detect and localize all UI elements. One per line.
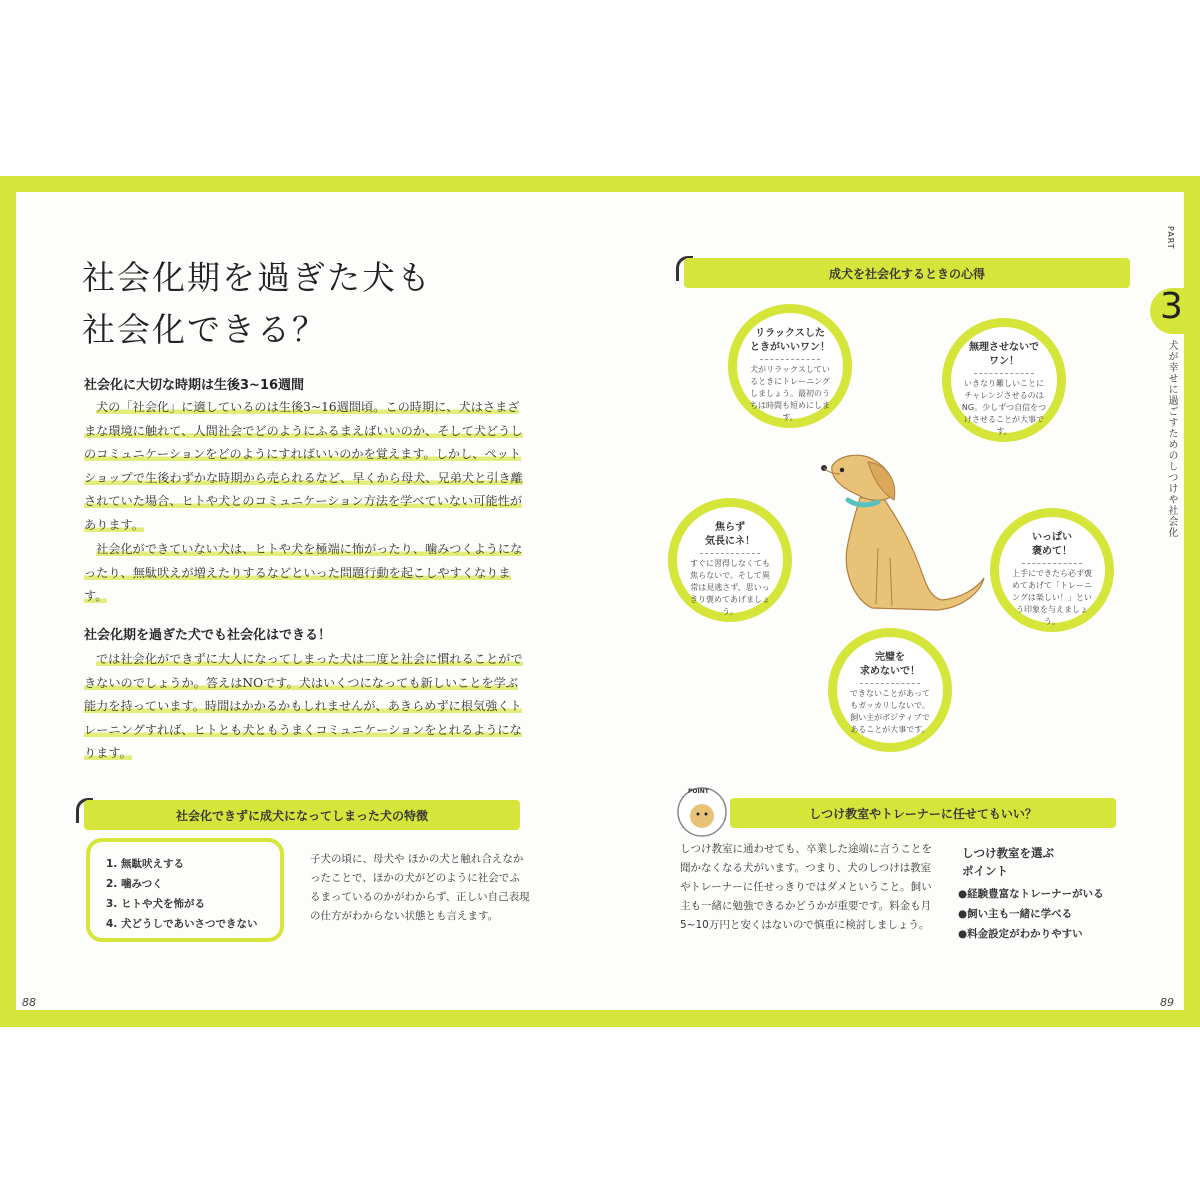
vertical-caption: 犬が幸せに過ごすためのしつけや社会化 — [1166, 340, 1177, 538]
features-list-box — [86, 838, 284, 942]
feature-item: 1. 無駄吠えする — [106, 858, 184, 870]
point-badge-label: POINT — [688, 788, 709, 795]
feature-item: 4. 犬どうしであいさつできない — [106, 918, 258, 930]
point-list — [958, 884, 1104, 944]
page-title: 社会化期を過ぎた犬も 社会化できる？ — [82, 258, 432, 349]
part-number: 3 — [1160, 286, 1183, 327]
dog-illustration — [812, 448, 992, 618]
point-list-item: ●経験豊富なトレーナーがいる — [958, 888, 1104, 900]
section-2-paragraph: では社会化ができずに大人になってしまった犬は二度と社会に慣れることができないのでしょうか。答えはNOです。犬はいくつになっても新しいことを学ぶ能力を持っています。時間はかかるかもしれませんが、あきらめずに根気強くトレーニングすれば、ヒトとも犬ともうまくコミュニケーションをとれるようになります。 — [84, 652, 523, 760]
feature-item: 2. 噛みつく — [106, 878, 163, 890]
section-1-paragraph-2: 社会化ができていない犬は、ヒトや犬を極端に怖がったり、噛みつくようになったり、無駄吠えが増えたりするなどといった問題行動を起こしやすくなります。 — [84, 542, 523, 603]
section-1-paragraph-1: 犬の「社会化」に適しているのは生後3~16週間頃。この時期に、犬はさまざまな環境に触れて、人間社会でどのようにふるまえばいいのか、そして犬どうしのコミュニケーションをどのようにすればいいのかを覚えます。しかし、ペットショップで生後わずかな時期から売られるなど、早くから母犬、兄弟犬と引き離されていた場合、ヒトや犬とのコミュニケーション方法を学べていない可能性があります。 — [84, 400, 523, 532]
features-note: 子犬の頃に、母犬や ほかの犬と触れ合えなかったことで、ほかの犬がどのように社会でふるまっているのかがわからず、正しい自己表現の仕方がわからない状態とも言えます。 — [310, 853, 530, 922]
tips-ribbon: 成犬を社会化するときの心得 — [684, 258, 1130, 288]
part-label: PART — [1166, 226, 1175, 250]
feature-item: 3. ヒトや犬を怖がる — [106, 898, 205, 910]
section-heading-1: 社会化に大切な時期は生後3~16週間 — [84, 378, 305, 393]
point-text: しつけ教室に通わせても、卒業した途端に言うことを聞かなくなる犬がいます。つまり、犬のしつけは教室やトレーナーに任せっきりではダメということ。飼い主も一緒に勉強できるかどうかが重要です。料金も月5~10万円と安くはないので慎重に検討しましょう。 — [680, 843, 932, 931]
tip-bubble-no-force: 無理させないで ワン！ いきなり難しいことにチャレンジさせるのはNG。少しずつ自信をつけさせることが大事です。 — [942, 318, 1066, 442]
tip-bubble-relax: リラックスした ときがいいワン！ 犬がリラックスしているときにトレーニングしましょう。最初のうちは時間も短めにします。 — [728, 304, 852, 428]
point-ribbon: しつけ教室やトレーナーに任せてもいい？ — [730, 798, 1116, 828]
point-list-title: しつけ教室を選ぶ ポイント — [962, 846, 1054, 878]
point-list-item: ●飼い主も一緒に学べる — [958, 908, 1073, 920]
tip-bubble-praise: いっぱい 褒めて！ 上手にできたら必ず褒めてあげて「トレーニングは楽しい！」という印象を与えましょう。 — [990, 508, 1114, 632]
point-list-item: ●料金設定がわかりやすい — [958, 928, 1083, 940]
tip-bubble-patience: 焦らず 気長にネ！ すぐに習得しなくても焦らないで。そして異常は見逃さず、思いっきり褒めてあげましょう。 — [668, 498, 792, 622]
features-ribbon: 社会化できずに成犬になってしまった犬の特徴 — [84, 800, 520, 830]
section-heading-2: 社会化期を過ぎた犬でも社会化はできる！ — [84, 628, 332, 643]
page-number-right: 89 — [1160, 996, 1174, 1009]
page-number-left: 88 — [22, 996, 36, 1009]
tip-bubble-not-perfect: 完璧を 求めないで！ できないことがあってもガッカリしないで。飼い主がポジティブであることが大事です。 — [828, 628, 952, 752]
